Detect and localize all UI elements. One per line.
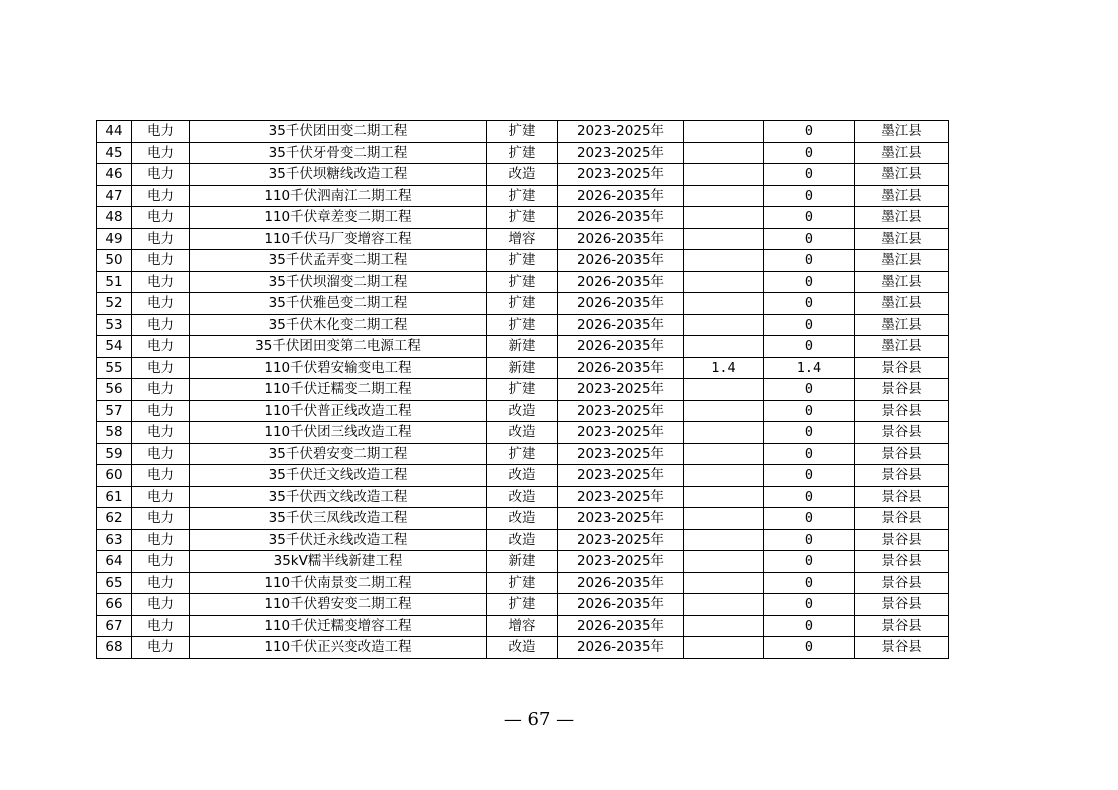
cell-value-2: 0 [764,336,855,358]
cell-row-number: 66 [97,594,132,616]
cell-category: 电力 [132,271,190,293]
cell-period: 2023-2025年 [558,422,684,444]
cell-project-name: 35千伏牙骨变二期工程 [190,142,487,164]
cell-category: 电力 [132,508,190,530]
cell-value-1 [684,185,764,207]
cell-row-number: 67 [97,615,132,637]
table-row [97,443,949,465]
cell-construction-type: 新建 [487,336,558,358]
table-row [97,164,949,186]
cell-period: 2026-2035年 [558,314,684,336]
cell-row-number: 45 [97,142,132,164]
table-row [97,594,949,616]
cell-period: 2026-2035年 [558,594,684,616]
cell-project-name: 35千伏迁永线改造工程 [190,529,487,551]
cell-period: 2023-2025年 [558,121,684,143]
cell-value-2: 0 [764,508,855,530]
cell-row-number: 48 [97,207,132,229]
cell-county: 墨江县 [855,164,949,186]
cell-project-name: 35千伏碧安变二期工程 [190,443,487,465]
table-row [97,637,949,659]
cell-row-number: 55 [97,357,132,379]
table-row [97,271,949,293]
cell-value-1 [684,508,764,530]
cell-value-2: 0 [764,228,855,250]
cell-category: 电力 [132,572,190,594]
cell-value-2: 0 [764,443,855,465]
cell-county: 墨江县 [855,250,949,272]
cell-row-number: 49 [97,228,132,250]
cell-county: 景谷县 [855,465,949,487]
table-row [97,379,949,401]
cell-value-2: 0 [764,551,855,573]
cell-row-number: 68 [97,637,132,659]
cell-category: 电力 [132,164,190,186]
table-row [97,400,949,422]
cell-period: 2023-2025年 [558,508,684,530]
cell-row-number: 44 [97,121,132,143]
cell-row-number: 57 [97,400,132,422]
cell-project-name: 35千伏木化变二期工程 [190,314,487,336]
cell-project-name: 110千伏迁糯变增容工程 [190,615,487,637]
cell-value-2: 0 [764,250,855,272]
cell-county: 景谷县 [855,508,949,530]
cell-period: 2026-2035年 [558,250,684,272]
cell-category: 电力 [132,637,190,659]
cell-project-name: 35千伏坝糖线改造工程 [190,164,487,186]
cell-period: 2026-2035年 [558,228,684,250]
cell-value-2: 0 [764,615,855,637]
table-row [97,207,949,229]
cell-construction-type: 扩建 [487,271,558,293]
cell-county: 景谷县 [855,637,949,659]
cell-county: 景谷县 [855,572,949,594]
cell-category: 电力 [132,121,190,143]
table-row [97,422,949,444]
cell-category: 电力 [132,357,190,379]
cell-row-number: 62 [97,508,132,530]
cell-row-number: 46 [97,164,132,186]
cell-construction-type: 改造 [487,422,558,444]
cell-project-name: 110千伏普正线改造工程 [190,400,487,422]
cell-county: 墨江县 [855,121,949,143]
table-row [97,336,949,358]
cell-county: 景谷县 [855,379,949,401]
cell-row-number: 52 [97,293,132,315]
cell-category: 电力 [132,594,190,616]
cell-value-2: 0 [764,379,855,401]
cell-value-1 [684,379,764,401]
cell-value-1 [684,551,764,573]
cell-category: 电力 [132,142,190,164]
table-row [97,250,949,272]
table-row [97,572,949,594]
cell-category: 电力 [132,422,190,444]
cell-value-1 [684,615,764,637]
cell-value-1 [684,400,764,422]
cell-row-number: 47 [97,185,132,207]
cell-value-2: 0 [764,637,855,659]
cell-project-name: 35千伏坝溜变二期工程 [190,271,487,293]
cell-value-2: 0 [764,314,855,336]
cell-category: 电力 [132,529,190,551]
cell-county: 墨江县 [855,271,949,293]
cell-value-1 [684,250,764,272]
cell-period: 2026-2035年 [558,572,684,594]
cell-value-1 [684,637,764,659]
cell-project-name: 35千伏团田变二期工程 [190,121,487,143]
cell-project-name: 110千伏碧安输变电工程 [190,357,487,379]
cell-value-1 [684,572,764,594]
table-row [97,357,949,379]
cell-construction-type: 扩建 [487,185,558,207]
cell-value-1 [684,293,764,315]
cell-value-2: 0 [764,594,855,616]
cell-project-name: 110千伏迁糯变二期工程 [190,379,487,401]
cell-value-2: 0 [764,121,855,143]
cell-value-2: 1.4 [764,357,855,379]
cell-county: 景谷县 [855,422,949,444]
cell-period: 2023-2025年 [558,142,684,164]
cell-project-name: 35千伏团田变第二电源工程 [190,336,487,358]
cell-row-number: 59 [97,443,132,465]
cell-period: 2023-2025年 [558,379,684,401]
cell-construction-type: 改造 [487,486,558,508]
cell-row-number: 54 [97,336,132,358]
cell-county: 墨江县 [855,185,949,207]
cell-category: 电力 [132,486,190,508]
cell-county: 墨江县 [855,336,949,358]
cell-construction-type: 扩建 [487,142,558,164]
table-row [97,314,949,336]
cell-category: 电力 [132,615,190,637]
cell-construction-type: 改造 [487,164,558,186]
cell-value-1 [684,529,764,551]
table-row [97,142,949,164]
table-row [97,185,949,207]
cell-county: 景谷县 [855,443,949,465]
cell-category: 电力 [132,293,190,315]
cell-value-1 [684,486,764,508]
cell-construction-type: 增容 [487,228,558,250]
cell-county: 墨江县 [855,207,949,229]
cell-project-name: 110千伏马厂变增容工程 [190,228,487,250]
table-row [97,615,949,637]
table-row [97,486,949,508]
cell-row-number: 50 [97,250,132,272]
cell-period: 2023-2025年 [558,164,684,186]
cell-period: 2026-2035年 [558,207,684,229]
cell-county: 景谷县 [855,529,949,551]
cell-county: 景谷县 [855,400,949,422]
cell-period: 2023-2025年 [558,465,684,487]
cell-project-name: 35千伏迁文线改造工程 [190,465,487,487]
cell-construction-type: 新建 [487,551,558,573]
cell-category: 电力 [132,314,190,336]
cell-county: 景谷县 [855,615,949,637]
cell-category: 电力 [132,551,190,573]
cell-value-2: 0 [764,486,855,508]
cell-construction-type: 扩建 [487,250,558,272]
cell-construction-type: 改造 [487,400,558,422]
cell-period: 2026-2035年 [558,185,684,207]
cell-row-number: 58 [97,422,132,444]
cell-period: 2023-2025年 [558,529,684,551]
cell-period: 2026-2035年 [558,293,684,315]
cell-construction-type: 扩建 [487,121,558,143]
cell-category: 电力 [132,336,190,358]
cell-category: 电力 [132,400,190,422]
cell-row-number: 61 [97,486,132,508]
cell-project-name: 110千伏章差变二期工程 [190,207,487,229]
cell-project-name: 35千伏雅邑变二期工程 [190,293,487,315]
cell-value-1 [684,336,764,358]
cell-county: 墨江县 [855,228,949,250]
cell-row-number: 63 [97,529,132,551]
cell-period: 2026-2035年 [558,271,684,293]
cell-row-number: 51 [97,271,132,293]
cell-category: 电力 [132,207,190,229]
cell-construction-type: 新建 [487,357,558,379]
cell-value-1 [684,121,764,143]
cell-project-name: 35千伏孟弄变二期工程 [190,250,487,272]
cell-period: 2026-2035年 [558,336,684,358]
cell-value-1 [684,465,764,487]
cell-row-number: 53 [97,314,132,336]
cell-category: 电力 [132,185,190,207]
cell-construction-type: 扩建 [487,594,558,616]
cell-value-2: 0 [764,529,855,551]
cell-project-name: 35kV糯半线新建工程 [190,551,487,573]
cell-construction-type: 改造 [487,637,558,659]
table-row [97,293,949,315]
cell-construction-type: 改造 [487,508,558,530]
cell-value-2: 0 [764,293,855,315]
cell-construction-type: 扩建 [487,207,558,229]
cell-value-2: 0 [764,400,855,422]
cell-row-number: 56 [97,379,132,401]
cell-county: 墨江县 [855,142,949,164]
cell-construction-type: 改造 [487,465,558,487]
cell-row-number: 64 [97,551,132,573]
cell-value-1 [684,314,764,336]
cell-category: 电力 [132,250,190,272]
cell-period: 2026-2035年 [558,357,684,379]
cell-construction-type: 扩建 [487,572,558,594]
cell-category: 电力 [132,379,190,401]
cell-value-2: 0 [764,164,855,186]
cell-project-name: 35千伏西文线改造工程 [190,486,487,508]
cell-value-1 [684,207,764,229]
cell-county: 墨江县 [855,293,949,315]
page-number: — 67 — [503,709,575,730]
table-row [97,551,949,573]
cell-value-2: 0 [764,207,855,229]
cell-period: 2023-2025年 [558,443,684,465]
cell-county: 景谷县 [855,357,949,379]
cell-value-1 [684,443,764,465]
cell-value-1 [684,271,764,293]
cell-value-1 [684,228,764,250]
table-body [97,121,949,659]
cell-value-1: 1.4 [684,357,764,379]
table-row [97,529,949,551]
cell-construction-type: 增容 [487,615,558,637]
table-row [97,121,949,143]
cell-county: 景谷县 [855,551,949,573]
cell-project-name: 110千伏正兴变改造工程 [190,637,487,659]
cell-county: 景谷县 [855,594,949,616]
cell-value-2: 0 [764,271,855,293]
cell-project-name: 35千伏三凤线改造工程 [190,508,487,530]
table-row [97,508,949,530]
cell-construction-type: 扩建 [487,443,558,465]
cell-value-2: 0 [764,572,855,594]
cell-construction-type: 改造 [487,529,558,551]
cell-construction-type: 扩建 [487,293,558,315]
cell-row-number: 60 [97,465,132,487]
table-row [97,465,949,487]
cell-period: 2023-2025年 [558,400,684,422]
cell-value-1 [684,164,764,186]
cell-value-2: 0 [764,185,855,207]
cell-county: 墨江县 [855,314,949,336]
cell-value-1 [684,594,764,616]
cell-category: 电力 [132,228,190,250]
cell-period: 2026-2035年 [558,637,684,659]
cell-period: 2023-2025年 [558,486,684,508]
cell-value-1 [684,142,764,164]
cell-category: 电力 [132,443,190,465]
cell-row-number: 65 [97,572,132,594]
cell-value-2: 0 [764,142,855,164]
cell-project-name: 110千伏泗南江二期工程 [190,185,487,207]
cell-construction-type: 扩建 [487,314,558,336]
table-row [97,228,949,250]
cell-project-name: 110千伏团三线改造工程 [190,422,487,444]
cell-project-name: 110千伏南景变二期工程 [190,572,487,594]
cell-value-1 [684,422,764,444]
cell-value-2: 0 [764,465,855,487]
cell-category: 电力 [132,465,190,487]
cell-period: 2023-2025年 [558,551,684,573]
cell-county: 景谷县 [855,486,949,508]
cell-period: 2026-2035年 [558,615,684,637]
project-table [96,120,949,659]
cell-value-2: 0 [764,422,855,444]
cell-project-name: 110千伏碧安变二期工程 [190,594,487,616]
cell-construction-type: 扩建 [487,379,558,401]
